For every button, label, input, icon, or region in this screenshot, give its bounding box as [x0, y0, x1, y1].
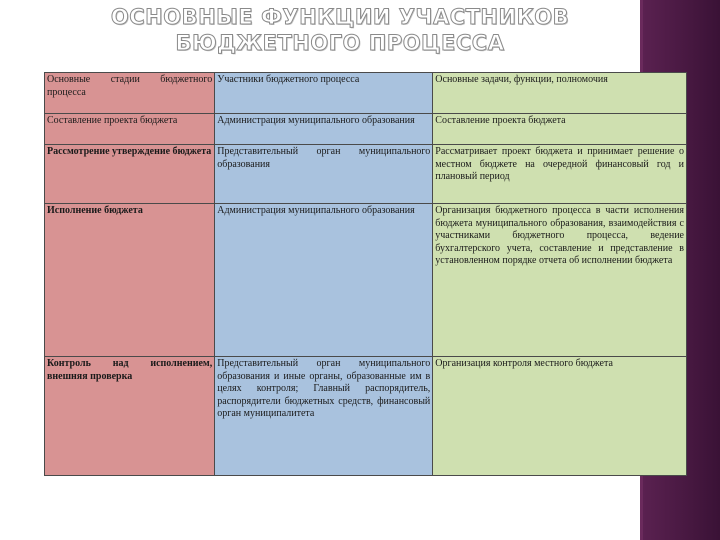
participants-cell: Представительный орган муниципального образования и иные органы, образованные им в целях контроля; Главный распорядитель, распорядители бюджетных средств, финансовый орган муниципалитета [215, 357, 433, 476]
functions-cell: Рассматривает проект бюджета и принимает решение о местном бюджете на очередной финансовый год и плановый период [433, 145, 687, 204]
header-functions: Основные задачи, функции, полномочия [433, 73, 687, 114]
functions-cell: Организация контроля местного бюджета [433, 357, 687, 476]
slide-title: ОСНОВНЫЕ ФУНКЦИИ УЧАСТНИКОВ БЮДЖЕТНОГО ПРОЦЕССА [110, 5, 570, 55]
participants-cell: Администрация муниципального образования [215, 114, 433, 145]
table-row [45, 204, 687, 357]
header-stages: Основные стадии бюджетного процесса [45, 73, 215, 114]
table-row [45, 357, 687, 476]
functions-cell: Организация бюджетного процесса в части исполнения бюджета муниципального образования, взаимодействия с участниками бюджетного процесса, ведение бухгалтерского учета, составление и представление в установленном порядке отчета об исполнении бюджета [433, 204, 687, 357]
participants-cell: Представительный орган муниципального образования [215, 145, 433, 204]
budget-functions-table [44, 72, 687, 476]
functions-cell: Составление проекта бюджета [433, 114, 687, 145]
table-header-row [45, 73, 687, 114]
stage-cell: Контроль над исполнением, внешняя проверка [45, 357, 215, 476]
stage-cell: Составление проекта бюджета [45, 114, 215, 145]
table-row [45, 114, 687, 145]
header-participants: Участники бюджетного процесса [215, 73, 433, 114]
stage-cell: Исполнение бюджета [45, 204, 215, 357]
participants-cell: Администрация муниципального образования [215, 204, 433, 357]
stage-cell: Рассмотрение утверждение бюджета [45, 145, 215, 204]
table-row [45, 145, 687, 204]
